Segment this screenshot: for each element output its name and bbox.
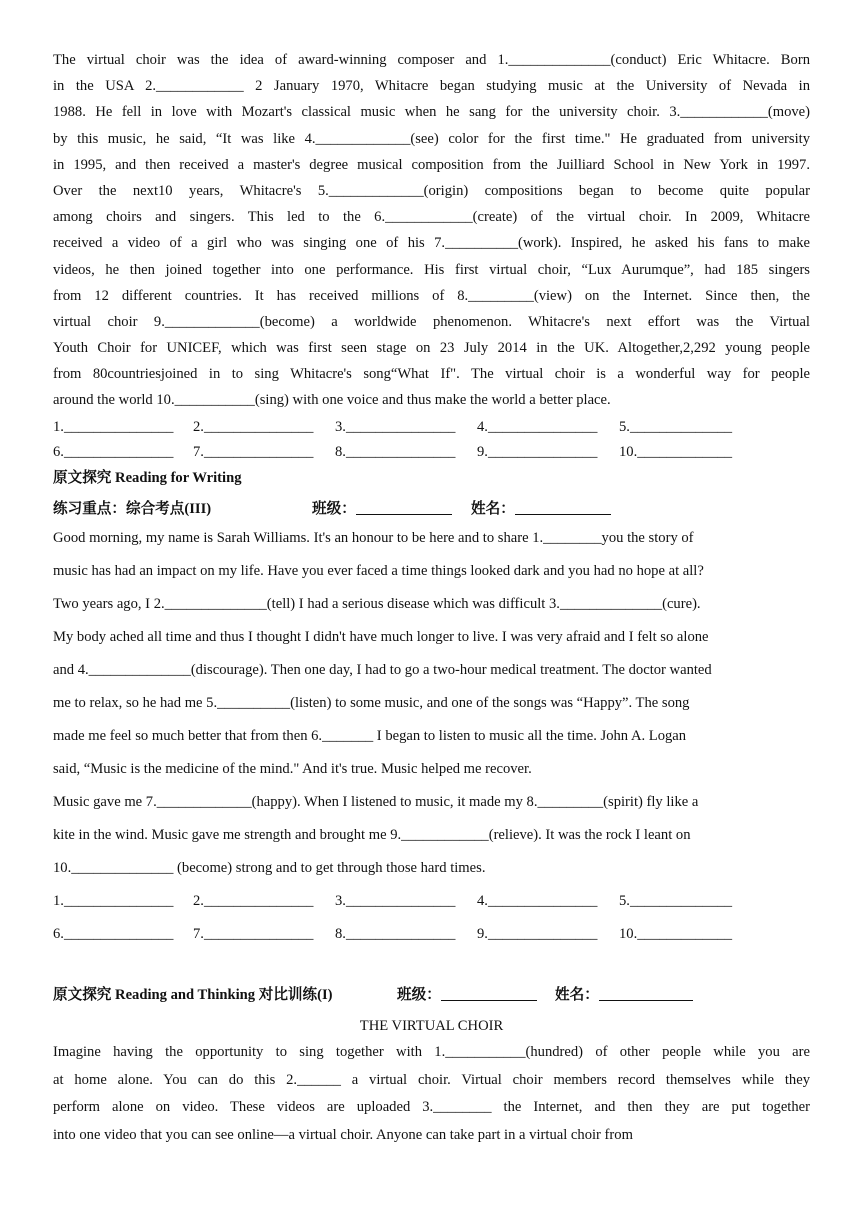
passage-line: around the world 10.___________(sing) with one voice and thus make the world a better place. [53,392,611,409]
passage-line: into one video that you can see online—a virtual choir. Anyone can take part in a virtual choir from [53,1126,633,1143]
answer-blank[interactable]: 7._______________ [193,926,314,942]
answer-blank[interactable]: 2._______________ [193,419,314,435]
passage-line: kite in the wind. Music gave me strength and brought me 9.____________(relieve). It was the rock I leant on [53,827,691,843]
passage-line: received a video of a girl who was singing one of his 7.__________(work). Inspired, he asked his fans to make [53,235,810,252]
passage-line: and 4.______________(discourage). Then one day, I had to go a two-hour medical treatment. The doctor wanted [53,662,712,678]
passage-line: me to relax, so he had me 5.__________(listen) to some music, and one of the songs was “Happy”. The song [53,695,690,711]
answer-blank[interactable]: 8._______________ [335,444,456,460]
answer-blank[interactable]: 8._______________ [335,926,456,942]
class-field [312,498,452,520]
passage-line: in 1995, and then received a master's degree musical composition from the Juilliard School in New York in 1997. [53,156,810,173]
section-title: 原文探究 Reading for Writing [53,470,242,486]
answer-blank[interactable]: 9._______________ [477,926,598,942]
answer-blank[interactable]: 3._______________ [335,893,456,909]
passage-line: Music gave me 7._____________(happy). When I listened to music, it made my 8._________(spirit) fly like a [53,794,699,810]
passage-line: My body ached all time and thus I thought I didn't have much longer to live. I was very afraid and I felt so alone [53,629,709,645]
passage-line: music has had an impact on my life. Have you ever faced a time things looked dark and you had no hope at all? [53,563,704,579]
passage-line: 10.______________ (become) strong and to get through those hard times. [53,860,486,876]
answer-blank[interactable]: 1._______________ [53,893,174,909]
practice-focus: 练习重点：综合考点(III) [53,501,212,517]
class-blank[interactable] [441,984,537,1001]
passage-line: among choirs and singers. This led to the 6.____________(create) of the virtual choir. In 2009, Whitacre [53,209,810,226]
passage-line: Over the next10 years, Whitacre's 5._____________(origin) compositions began to become quite popular [53,182,810,199]
answer-blank[interactable]: 3._______________ [335,419,456,435]
name-blank[interactable] [515,498,611,515]
answer-blank[interactable]: 6._______________ [53,444,174,460]
answer-blank[interactable]: 6._______________ [53,926,174,942]
passage-line: The virtual choir was the idea of award-winning composer and 1.______________(conduct) Eric Whitacre. Born [53,52,810,68]
answer-blank[interactable]: 2._______________ [193,893,314,909]
passage-line: 1988. He fell in love with Mozart's classical music when he sang for the university choir. 3.____________(move) [53,104,810,121]
answer-blank[interactable]: 5.______________ [619,419,733,435]
class-label: 班级： [312,501,356,517]
answer-row-2 [53,923,810,945]
class-blank[interactable] [356,498,452,515]
answer-blank[interactable]: 4._______________ [477,893,598,909]
answer-row-1 [53,890,810,912]
passage-line: Good morning, my name is Sarah Williams. It's an honour to be here and to share 1.________you the story of [53,530,694,546]
name-label: 姓名： [471,501,515,517]
passage-virtual-choir [53,1041,810,1151]
answer-row-2 [53,441,810,463]
passage-line: videos, he then joined together into one performance. His first virtual choir, “Lux Aurumque”, had 185 singers [53,261,810,278]
answer-blank[interactable]: 7._______________ [193,444,314,460]
passage-line: said, “Music is the medicine of the mind." And it's true. Music helped me recover. [53,761,532,777]
name-field [471,498,611,520]
passage-line: virtual choir 9._____________(become) a worldwide phenomenon. Whitacre's next effort was the Virtual [53,313,810,330]
answer-blank[interactable]: 10._____________ [619,926,733,942]
passage-music-impact [53,527,810,890]
passage-line: from 80countriesjoined in to sing Whitacre's song“What If". The virtual choir is a wonderful way for people [53,366,810,383]
answer-blank[interactable]: 1._______________ [53,419,174,435]
answer-row-1 [53,416,810,438]
passage-line: by this music, he said, “It was like 4._____________(see) color for the first time." He graduated from university [53,130,810,147]
name-blank[interactable] [599,984,693,1001]
passage-heading: THE VIRTUAL CHOIR [359,1018,504,1034]
passage-line: perform alone on video. These videos are uploaded 3.________ the Internet, and then they are put together [53,1099,810,1116]
passage-line: made me feel so much better that from then 6._______ I began to listen to music all the time. John A. Logan [53,728,687,744]
passage-line: Two years ago, I 2.______________(tell) I had a serious disease which was difficult 3.______________(cure). [53,596,701,612]
answer-blank[interactable]: 10._____________ [619,444,733,460]
name-field [555,984,693,1006]
section-title: 原文探究 Reading and Thinking 对比训练(I) [53,987,333,1003]
class-field [397,984,537,1006]
answer-blank[interactable]: 9._______________ [477,444,598,460]
passage-line: in the USA 2.____________ 2 January 1970, Whitacre began studying music at the University of Nevada in [53,78,810,95]
passage-line: at home alone. You can do this 2.______ a virtual choir. Virtual choir members record themselves while they [53,1071,810,1088]
name-label: 姓名： [555,987,599,1003]
class-label: 班级： [397,987,441,1003]
passage-line: from 12 different countries. It has received millions of 8._________(view) on the Internet. Since then, the [53,287,810,304]
answer-blank[interactable]: 4._______________ [477,419,598,435]
passage-line: Youth Choir for UNICEF, which was first seen stage on 23 July 2014 in the UK. Altogether,2,292 young people [53,340,810,357]
passage-virtual-choir-history [53,47,810,414]
answer-blank[interactable]: 5.______________ [619,893,733,909]
passage-line: Imagine having the opportunity to sing together with 1.___________(hundred) of other people while you are [53,1044,810,1060]
